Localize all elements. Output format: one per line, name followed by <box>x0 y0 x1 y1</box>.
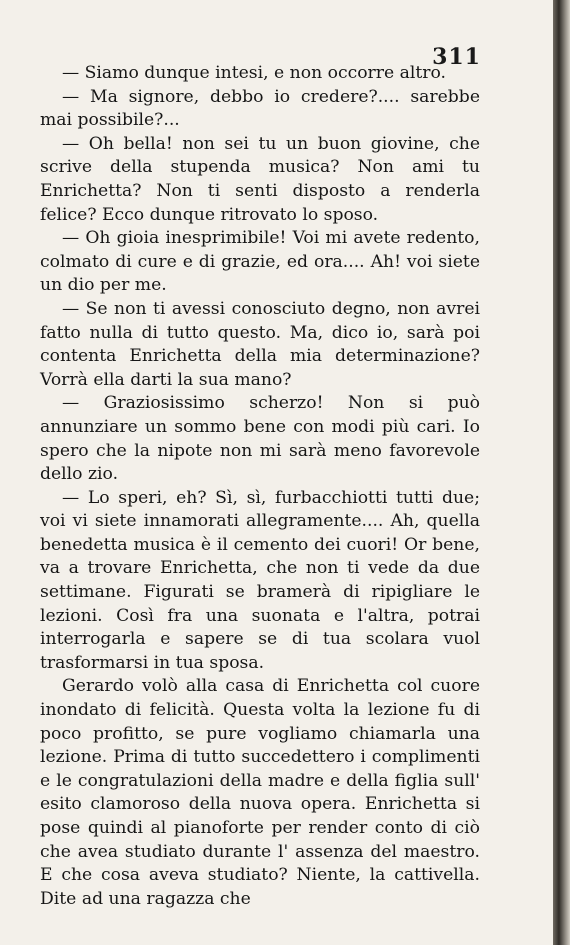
paragraph-2: — Ma signore, debbo io credere?.... sarebbe mai possibile?... <box>40 86 480 131</box>
page-edge <box>553 0 570 945</box>
paragraph-1: — Siamo dunque intesi, e non occorre altro. <box>62 63 446 83</box>
page-number: 311 <box>432 44 481 70</box>
paragraph-8: Gerardo volò alla casa di Enrichetta col cuore inondato di felicità. Questa volta la lezione fu di poco profitto, se pure vogliamo chiamarla una lezione. Prima di tutto succedettero i complimenti e le congratulazioni della madre e della figlia sull' esito clamoroso della nuova opera. Enrichetta si pose quindi al pianoforte per render conto di ciò che avea studiato durante l' assenza del maestro. E che cosa aveva studiato? Niente, la cattivella. Dite ad una ragazza che <box>40 676 480 909</box>
paragraph-6: — Graziosissimo scherzo! Non si può annunziare un sommo bene con modi più cari. Io spero che la nipote non mi sarà meno favorevole dello zio. <box>40 393 480 485</box>
paragraph-7: — Lo speri, eh? Sì, sì, furbacchiotti tutti due; voi vi siete innamorati allegramente.... Ah, quella benedetta musica è il cemento dei cuori! Or bene, va a trovare Enrichetta, che non ti vede da due settimane. Figurati se bramerà di ripigliare le lezioni. Così fra una suonata e l'altra, potrai interrogarla e sapere se di tua scolara vuol trasformarsi in tua sposa. <box>40 487 480 673</box>
body-text <box>40 62 480 911</box>
paragraph-4: — Oh gioia inesprimibile! Voi mi avete redento, colmato di cure e di grazie, ed ora.... Ah! voi siete un dio per me. <box>40 228 480 296</box>
paragraph-5: — Se non ti avessi conosciuto degno, non avrei fatto nulla di tutto questo. Ma, dico io, sarà poi contenta Enrichetta della mia determinazione? Vorrà ella darti la sua mano? <box>40 298 480 390</box>
paragraph-3: — Oh bella! non sei tu un buon giovine, che scrive della stupenda musica? Non ami tu Enrichetta? Non ti senti disposto a renderla felice? Ecco dunque ritrovato lo sposo. <box>40 133 480 225</box>
